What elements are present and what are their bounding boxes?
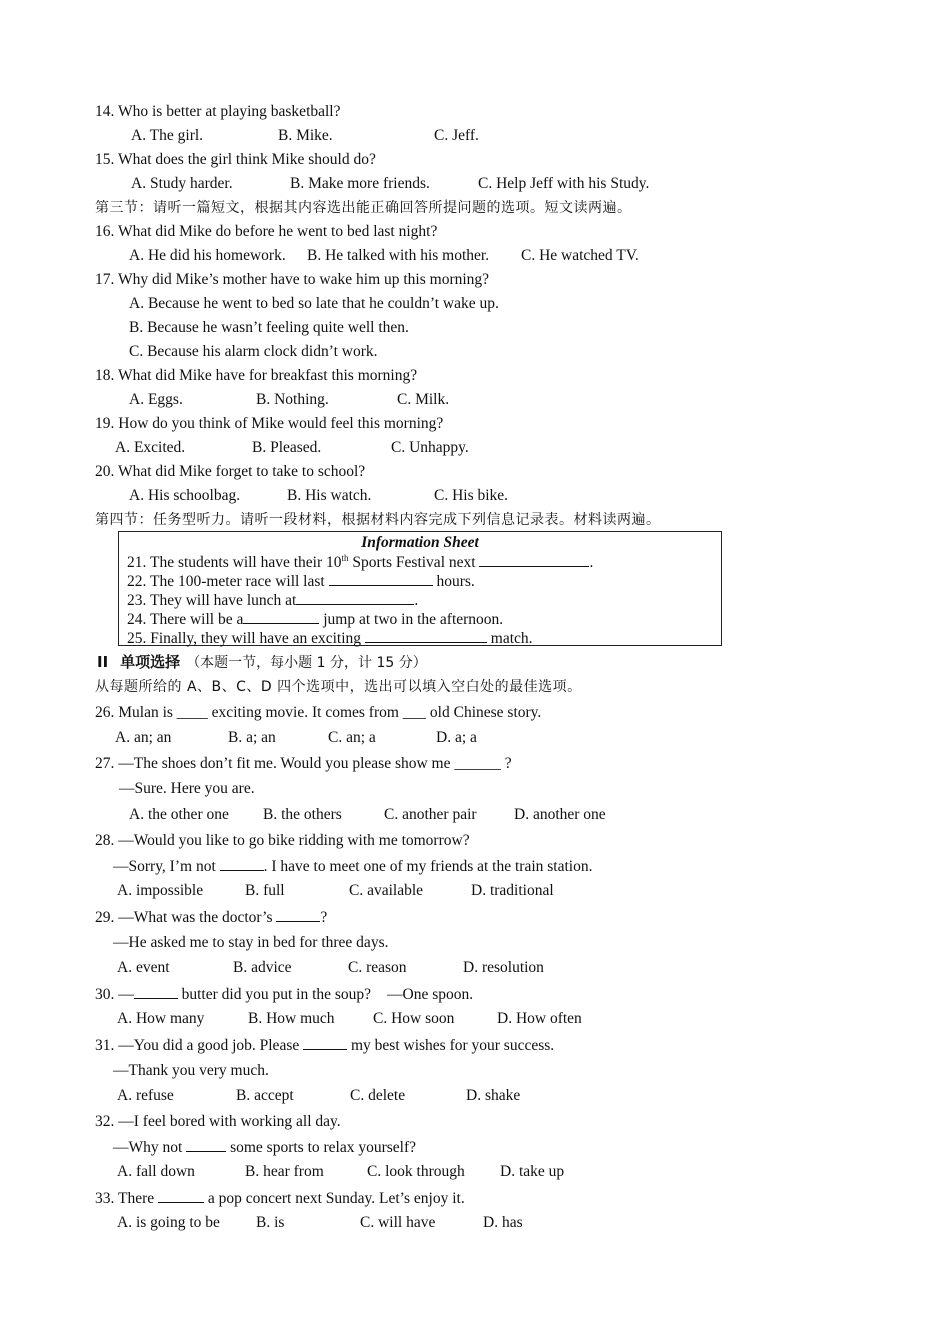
question-29-option-b: B. advice	[233, 959, 292, 976]
question-18-stem: 18. What did Mike have for breakfast this morning?	[95, 367, 418, 384]
question-16-option-c: C. He watched TV.	[521, 247, 639, 264]
question-29-option-c: C. reason	[348, 959, 407, 976]
question-17-option-c: C. Because his alarm clock didn’t work.	[129, 343, 378, 360]
question-27-option-b: B. the others	[263, 806, 342, 823]
info-row-25	[127, 628, 533, 648]
information-sheet-title: Information Sheet	[361, 534, 479, 551]
info-row-25-text: 25. Finally, they will have an exciting	[127, 630, 365, 647]
question-29-reply: —He asked me to stay in bed for three days.	[113, 934, 389, 951]
answer-blank-24[interactable]	[243, 609, 319, 624]
question-30-stem-rest: butter did you put in the soup?	[177, 986, 372, 1003]
question-26-option-c: C. an; a	[328, 729, 376, 746]
part-2-instruction: 从每题所给的 A、B、C、D 四个选项中，选出可以填入空白处的最佳选项。	[95, 679, 582, 695]
question-28-reply	[113, 856, 592, 877]
info-row-25-end: match.	[486, 630, 533, 647]
section-3-instruction: 第三节：请听一篇短文，根据其内容选出能正确回答所提问题的选项。短文读两遍。	[95, 200, 632, 216]
question-27-option-c: C. another pair	[384, 806, 477, 823]
info-row-22	[127, 571, 475, 591]
info-row-21-end: .	[589, 554, 594, 571]
question-14-option-c: C. Jeff.	[434, 127, 479, 144]
question-33-option-d: D. has	[483, 1214, 523, 1231]
question-16-option-a: A. He did his homework.	[129, 247, 286, 264]
answer-blank-33[interactable]	[158, 1188, 204, 1203]
info-row-21-text-mid: Sports Festival next	[348, 554, 480, 571]
answer-blank-31[interactable]	[303, 1035, 347, 1050]
info-row-23-end: .	[414, 592, 419, 609]
question-19-option-a: A. Excited.	[115, 439, 186, 456]
question-32-reply-rest: some sports to relax yourself?	[226, 1139, 417, 1156]
info-row-21-superscript: th	[341, 553, 349, 563]
question-32-option-a: A. fall down	[117, 1163, 195, 1180]
question-26-option-a: A. an; an	[115, 729, 172, 746]
answer-blank-25[interactable]	[365, 628, 487, 643]
question-18-option-c: C. Milk.	[397, 391, 450, 408]
question-20-option-b: B. His watch.	[287, 487, 372, 504]
question-31-stem-text: 31. —You did a good job. Please	[95, 1037, 304, 1054]
info-row-23	[127, 590, 418, 610]
question-16-stem: 16. What did Mike do before he went to bed last night?	[95, 223, 438, 240]
question-31-stem	[95, 1035, 554, 1056]
answer-blank-29[interactable]	[276, 907, 320, 922]
question-32-reply-text: —Why not	[113, 1139, 187, 1156]
question-27-option-a: A. the other one	[129, 806, 229, 823]
question-20-stem: 20. What did Mike forget to take to school?	[95, 463, 366, 480]
question-30-option-a: A. How many	[117, 1010, 205, 1027]
question-33-option-c: C. will have	[360, 1214, 436, 1231]
question-26-option-b: B. a; an	[228, 729, 276, 746]
question-31-option-c: C. delete	[350, 1087, 406, 1104]
question-27-stem: 27. —The shoes don’t fit me. Would you please show me ______ ?	[95, 755, 512, 772]
question-31-option-a: A. refuse	[117, 1087, 174, 1104]
question-29-option-d: D. resolution	[463, 959, 544, 976]
question-18-option-a: A. Eggs.	[129, 391, 183, 408]
question-19-option-b: B. Pleased.	[252, 439, 322, 456]
info-row-21-text: 21. The students will have their 10	[127, 554, 342, 571]
question-30-stem	[95, 984, 473, 1005]
question-29-option-a: A. event	[117, 959, 170, 976]
question-17-option-a: A. Because he went to bed so late that he couldn’t wake up.	[129, 295, 499, 312]
answer-blank-32[interactable]	[186, 1137, 226, 1152]
question-15-option-c: C. Help Jeff with his Study.	[478, 175, 650, 192]
question-33-stem-text: 33. There	[95, 1190, 158, 1207]
answer-blank-30[interactable]	[134, 984, 178, 999]
question-33-option-a: A. is going to be	[117, 1214, 220, 1231]
question-17-option-b: B. Because he wasn’t feeling quite well then.	[129, 319, 409, 336]
question-20-option-c: C. His bike.	[434, 487, 509, 504]
question-31-option-b: B. accept	[236, 1087, 294, 1104]
question-33-stem-rest: a pop concert next Sunday. Let’s enjoy it.	[203, 1190, 465, 1207]
question-15-option-b: B. Make more friends.	[290, 175, 430, 192]
question-14-option-a: A. The girl.	[131, 127, 204, 144]
question-14-option-b: B. Mike.	[278, 127, 333, 144]
info-row-24	[127, 609, 503, 629]
info-row-21	[127, 552, 593, 572]
question-32-stem: 32. —I feel bored with working all day.	[95, 1113, 341, 1130]
part-2-note: （本题一节，每小题 1 分，计 15 分）	[186, 655, 427, 671]
question-27-option-d: D. another one	[514, 806, 606, 823]
answer-blank-21[interactable]	[479, 552, 589, 567]
question-29-stem-end: ?	[320, 909, 328, 926]
question-27-reply: —Sure. Here you are.	[119, 780, 255, 797]
question-32-option-b: B. hear from	[245, 1163, 324, 1180]
question-30-option-b: B. How much	[248, 1010, 335, 1027]
info-row-24-end: jump at two in the afternoon.	[319, 611, 504, 628]
question-19-stem: 19. How do you think of Mike would feel this morning?	[95, 415, 444, 432]
question-31-reply: —Thank you very much.	[113, 1062, 269, 1079]
question-20-option-a: A. His schoolbag.	[129, 487, 241, 504]
question-30-stem-text: 30. —	[95, 986, 134, 1003]
question-29-stem	[95, 907, 327, 928]
question-29-stem-text: 29. —What was the doctor’s	[95, 909, 277, 926]
info-row-23-text: 23. They will have lunch at	[127, 592, 297, 609]
question-31-stem-rest: my best wishes for your success.	[347, 1037, 555, 1054]
question-26-stem: 26. Mulan is ____ exciting movie. It comes from ___ old Chinese story.	[95, 704, 542, 721]
question-32-option-d: D. take up	[500, 1163, 565, 1180]
answer-blank-23[interactable]	[296, 590, 414, 605]
question-28-reply-rest: . I have to meet one of my friends at the train station.	[263, 858, 593, 875]
info-row-24-text: 24. There will be a	[127, 611, 244, 628]
question-26-option-d: D. a; a	[436, 729, 477, 746]
question-16-option-b: B. He talked with his mother.	[307, 247, 490, 264]
answer-blank-28[interactable]	[220, 856, 264, 871]
question-28-option-a: A. impossible	[117, 882, 204, 899]
question-14-stem: 14. Who is better at playing basketball?	[95, 103, 341, 120]
question-18-option-b: B. Nothing.	[256, 391, 329, 408]
question-19-option-c: C. Unhappy.	[391, 439, 469, 456]
question-17-stem: 17. Why did Mike’s mother have to wake him up this morning?	[95, 271, 490, 288]
question-33-option-b: B. is	[256, 1214, 285, 1231]
part-2-header	[97, 652, 427, 673]
question-28-option-c: C. available	[349, 882, 424, 899]
question-15-option-a: A. Study harder.	[131, 175, 233, 192]
info-row-22-text: 22. The 100-meter race will last	[127, 573, 329, 590]
question-31-option-d: D. shake	[466, 1087, 521, 1104]
information-sheet-table	[118, 531, 722, 646]
part-2-title: 单项选择	[120, 653, 181, 671]
section-4-instruction: 第四节：任务型听力。请听一段材料，根据材料内容完成下列信息记录表。材料读两遍。	[95, 512, 661, 528]
question-32-option-c: C. look through	[367, 1163, 465, 1180]
question-28-stem: 28. —Would you like to go bike ridding with me tomorrow?	[95, 832, 470, 849]
question-33-stem	[95, 1188, 465, 1209]
part-2-number: II	[97, 653, 109, 671]
answer-blank-22[interactable]	[329, 571, 433, 586]
question-15-stem: 15. What does the girl think Mike should do?	[95, 151, 376, 168]
question-32-reply	[113, 1137, 416, 1158]
info-row-22-end: hours.	[432, 573, 475, 590]
question-28-reply-text: —Sorry, I’m not	[113, 858, 220, 875]
question-30-option-c: C. How soon	[373, 1010, 455, 1027]
question-28-option-d: D. traditional	[471, 882, 554, 899]
question-30-reply: —One spoon.	[387, 986, 474, 1003]
question-30-option-d: D. How often	[497, 1010, 582, 1027]
question-28-option-b: B. full	[245, 882, 285, 899]
